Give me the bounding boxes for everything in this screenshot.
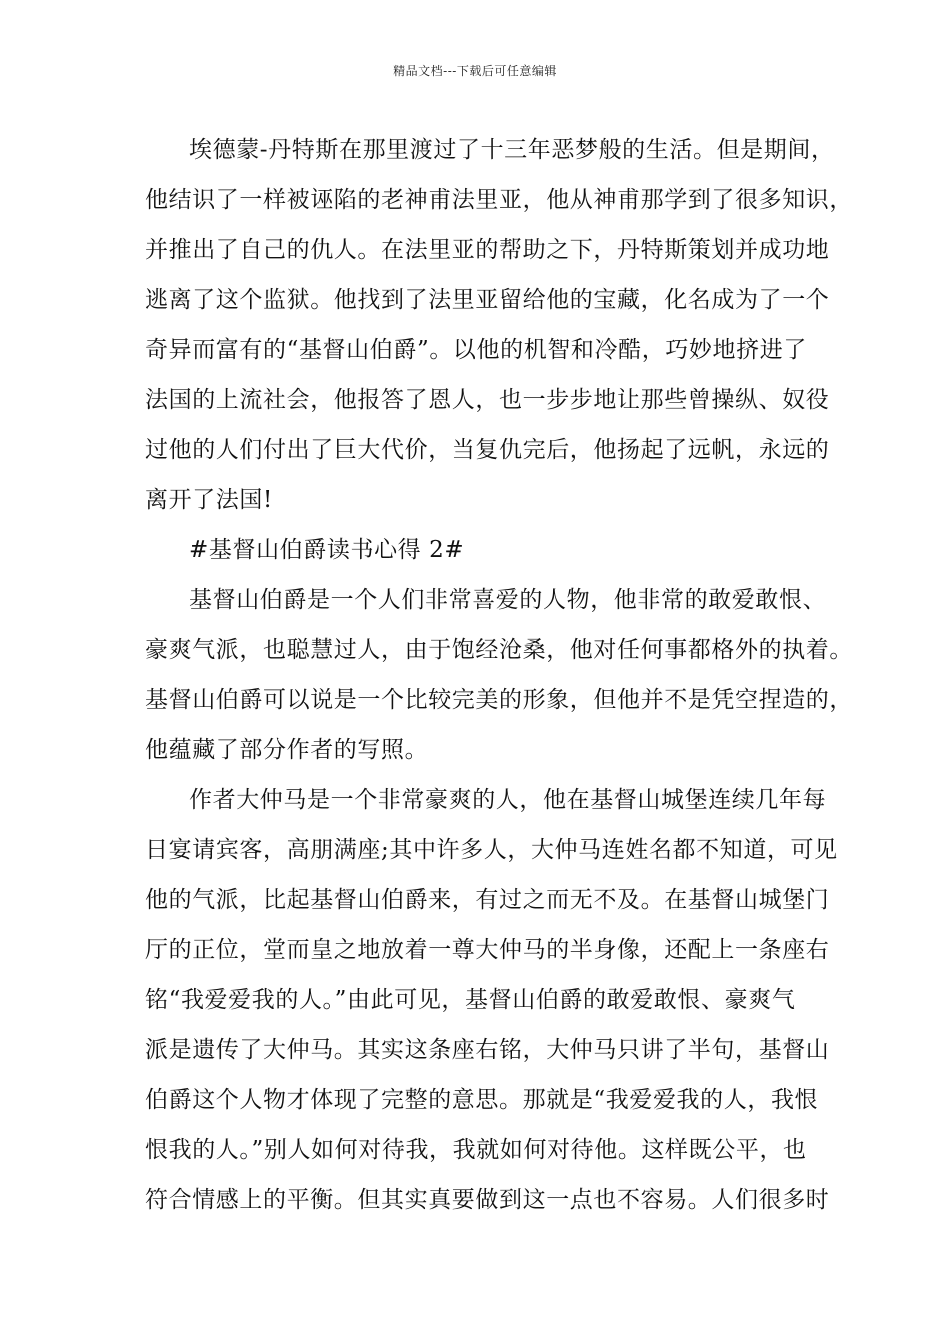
text-line: 豪爽气派，也聪慧过人，由于饱经沧桑，他对任何事都格外的执着。 bbox=[145, 637, 853, 663]
text-line: 厅的正位，堂而皇之地放着一尊大仲马的半身像，还配上一条座右 bbox=[145, 937, 830, 963]
text-line: 作者大仲马是一个非常豪爽的人，他在基督山城堡连续几年每 bbox=[189, 787, 827, 813]
text-line: 奇异而富有的“基督山伯爵”。以他的机智和冷酷，巧妙地挤进了 bbox=[145, 337, 807, 363]
text-line: 他蕴藏了部分作者的写照。 bbox=[145, 737, 429, 763]
text-line: 逃离了这个监狱。他找到了法里亚留给他的宝藏，化名成为了一个 bbox=[145, 287, 830, 313]
text-line: 铭“我爱爱我的人。”由此可见，基督山伯爵的敢爱敢恨、豪爽气 bbox=[145, 987, 796, 1013]
text-line: 他结识了一样被诬陷的老神甫法里亚，他从神甫那学到了很多知识， bbox=[145, 187, 853, 213]
text-line: 派是遗传了大仲马。其实这条座右铭，大仲马只讲了半句，基督山 bbox=[145, 1037, 830, 1063]
text-line: 符合情感上的平衡。但其实真要做到这一点也不容易。人们很多时 bbox=[145, 1187, 830, 1213]
text-line: 离开了法国! bbox=[145, 487, 273, 513]
text-line: 并推出了自己的仇人。在法里亚的帮助之下，丹特斯策划并成功地 bbox=[145, 237, 830, 263]
text-line: 日宴请宾客，高朋满座;其中许多人，大仲马连姓名都不知道，可见 bbox=[145, 837, 838, 863]
section-heading: #基督山伯爵读书心得 2# bbox=[189, 537, 465, 563]
text-line: 基督山伯爵可以说是一个比较完美的形象，但他并不是凭空捏造的， bbox=[145, 687, 853, 713]
text-line: 恨我的人。”别人如何对待我，我就如何对待他。这样既公平，也 bbox=[145, 1137, 807, 1163]
text-line: 埃德蒙-丹特斯在那里渡过了十三年恶梦般的生活。但是期间， bbox=[189, 137, 835, 163]
text-line: 伯爵这个人物才体现了完整的意思。那就是“我爱爱我的人，我恨 bbox=[145, 1087, 819, 1113]
page-header: 精品文档---下载后可任意编辑 bbox=[393, 64, 557, 78]
text-line: 过他的人们付出了巨大代价，当复仇完后，他扬起了远帆，永远的 bbox=[145, 437, 830, 463]
text-line: 他的气派，比起基督山伯爵来，有过之而无不及。在基督山城堡门 bbox=[145, 887, 830, 913]
text-line: 基督山伯爵是一个人们非常喜爱的人物，他非常的敢爱敢恨、 bbox=[189, 587, 827, 613]
text-line: 法国的上流社会，他报答了恩人，也一步步地让那些曾操纵、奴役 bbox=[145, 387, 830, 413]
